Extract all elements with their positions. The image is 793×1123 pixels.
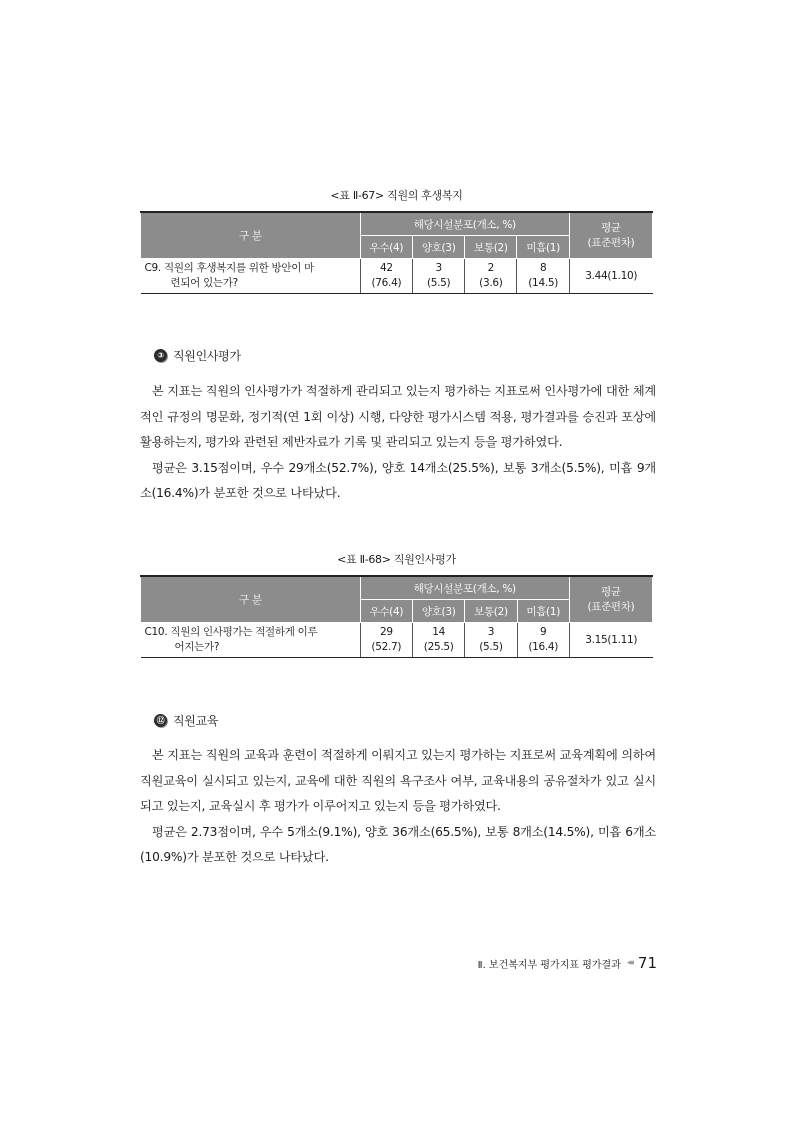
cell-excellent	[360, 259, 412, 294]
percent-value: (76.4)	[371, 277, 402, 289]
table-caption: <표 Ⅱ-67> 직원의 후생복지	[330, 189, 463, 202]
question-text-line1: 직원의 인사평가는 적절하게 이루	[170, 626, 318, 638]
question-id: C9.	[144, 262, 161, 274]
section-heading	[154, 712, 218, 729]
count-value: 3	[487, 626, 495, 638]
double-arrow-left-icon: ◂◂	[626, 958, 632, 968]
percent-value: (5.5)	[479, 641, 503, 653]
cell-good	[413, 623, 465, 658]
percent-value: (16.4)	[528, 641, 559, 653]
count-value: 42	[379, 262, 393, 274]
page-number: 71	[637, 954, 657, 972]
count-value: 2	[487, 262, 495, 274]
header-mean	[569, 576, 652, 623]
header-col-good: 양호(3)	[413, 236, 465, 259]
percent-value: (25.5)	[423, 641, 454, 653]
header-mean-label: 평균	[601, 221, 621, 234]
header-col-poor: 미흡(1)	[517, 600, 569, 623]
count-value: 3	[435, 262, 442, 274]
percent-value: (5.5)	[426, 277, 451, 289]
header-col-excellent: 우수(4)	[360, 600, 412, 623]
header-distribution: 해당시설분포(개소, %)	[360, 576, 569, 600]
section-number-icon: ③	[154, 349, 167, 362]
table-row	[141, 623, 653, 658]
section-number-icon: ⑫	[154, 714, 167, 727]
cell-poor	[517, 623, 569, 658]
footer-section-label: Ⅱ. 보건복지부 평가지표 평가결과	[477, 959, 621, 971]
question-cell	[141, 259, 361, 294]
paragraph: 본 지표는 직원의 인사평가가 적절하게 관리되고 있는지 평가하는 지표로써 인사평가에 대한 체계적인 규정의 명문화, 정기적(연 1회 이상) 시행, 다양한 평가시스템 적용, 평가결과를 승진과 포상에 활용하는지, 평가와 관련된 제반자료가 기록 및 관리되고 있는지 등을 평가하였다.	[140, 384, 656, 450]
header-mean-sd-label: (표준편차)	[587, 236, 635, 249]
question-text-line2: 련되어 있는가?	[170, 277, 238, 289]
percent-value: (14.5)	[528, 277, 559, 289]
header-col-good: 양호(3)	[413, 600, 465, 623]
section-heading	[154, 347, 241, 364]
paragraph: 평균은 2.73점이며, 우수 5개소(9.1%), 양호 36개소(65.5%), 보통 8개소(14.5%), 미흡 6개소(10.9%)가 분포한 것으로 나타났다.	[140, 824, 656, 865]
count-value: 8	[539, 262, 547, 274]
count-value: 29	[379, 626, 393, 638]
table-caption: <표 Ⅱ-68> 직원인사평가	[337, 553, 456, 566]
cell-poor	[517, 259, 569, 294]
question-text-line1: 직원의 후생복지를 위한 방안이 마	[164, 262, 314, 274]
cell-mean: 3.15(1.11)	[569, 623, 652, 658]
header-col-excellent: 우수(4)	[360, 236, 412, 259]
header-mean-sd-label: (표준편차)	[587, 600, 635, 613]
header-category: 구 분	[141, 212, 361, 259]
table-row	[141, 259, 653, 294]
data-table	[140, 211, 653, 294]
data-table	[140, 575, 653, 658]
header-category: 구 분	[141, 576, 361, 623]
cell-mean: 3.44(1.10)	[569, 259, 652, 294]
question-text-line2: 어지는가?	[174, 641, 220, 653]
cell-excellent	[360, 623, 412, 658]
section-title: 직원인사평가	[173, 349, 241, 363]
header-col-average: 보통(2)	[465, 236, 517, 259]
header-distribution: 해당시설분포(개소, %)	[360, 212, 569, 236]
count-value: 9	[540, 626, 547, 638]
cell-average	[465, 259, 517, 294]
cell-average	[465, 623, 517, 658]
paragraph: 평균은 3.15점이며, 우수 29개소(52.7%), 양호 14개소(25.5%), 보통 3개소(5.5%), 미흡 9개소(16.4%)가 분포한 것으로 나타났다.	[140, 460, 656, 501]
body-text	[140, 379, 656, 507]
question-id: C10.	[144, 626, 168, 638]
header-mean	[569, 212, 652, 259]
count-value: 14	[432, 626, 446, 638]
percent-value: (3.6)	[479, 277, 503, 289]
page-footer	[467, 954, 657, 972]
question-cell	[141, 623, 361, 658]
header-col-average: 보통(2)	[465, 600, 517, 623]
header-mean-label: 평균	[601, 585, 621, 598]
section-title: 직원교육	[173, 714, 219, 728]
body-text	[140, 743, 656, 871]
paragraph: 본 지표는 직원의 교육과 훈련이 적절하게 이뤄지고 있는지 평가하는 지표로써 교육계획에 의하여 직원교육이 실시되고 있는지, 교육에 대한 직원의 욕구조사 여부, 교육내용의 공유절차가 있고 실시되고 있는지, 교육실시 후 평가가 이루어지고 있는지 등을 평가하였다.	[140, 748, 656, 814]
cell-good	[413, 259, 465, 294]
percent-value: (52.7)	[371, 641, 402, 653]
header-col-poor: 미흡(1)	[517, 236, 569, 259]
